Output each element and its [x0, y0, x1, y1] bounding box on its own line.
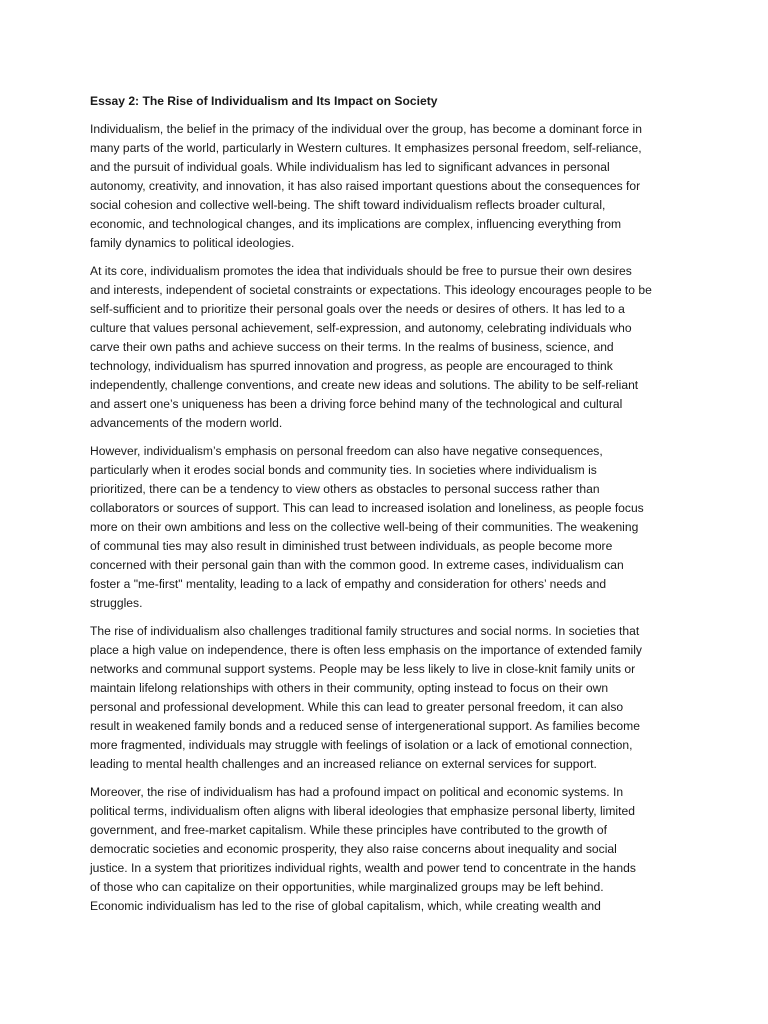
- paragraph-line: maintain lifelong relationships with others in their community, opting instead to focus on their own: [90, 681, 609, 695]
- paragraph-line: economic, and technological changes, and its implications are complex, influencing everything from: [90, 217, 622, 231]
- paragraph-line: more on their own ambitions and less on the collective well-being of their communities. The weakening: [90, 520, 639, 534]
- paragraph-line: result in weakened family bonds and a reduced sense of intergenerational support. As families become: [90, 719, 640, 733]
- paragraph-line: prioritized, there can be a tendency to view others as obstacles to personal success rather than: [90, 482, 600, 496]
- paragraph-line: Economic individualism has led to the rise of global capitalism, which, while creating wealth and: [90, 899, 601, 913]
- paragraph-line: Individualism, the belief in the primacy of the individual over the group, has become a dominant force in: [90, 122, 642, 136]
- paragraph-line: democratic societies and economic prosperity, they also raise concerns about inequality and social: [90, 842, 617, 856]
- essay-paragraph: [90, 442, 688, 613]
- paragraph-line: leading to mental health challenges and an increased reliance on external services for support.: [90, 757, 597, 771]
- essay-paragraph: [90, 622, 688, 774]
- paragraph-line: networks and communal support systems. People may be less likely to live in close-knit family units or: [90, 662, 636, 676]
- paragraph-line: of those who can capitalize on their opportunities, while marginalized groups may be left behind.: [90, 880, 604, 894]
- essay-paragraph: [90, 120, 688, 253]
- paragraph-line: struggles.: [90, 596, 143, 610]
- paragraph-line: justice. In a system that prioritizes individual rights, wealth and power tend to concentrate in the hands: [90, 861, 636, 875]
- essay-paragraph: [90, 783, 688, 916]
- paragraph-line: collaborators or sources of support. This can lead to increased isolation and loneliness, as people focus: [90, 501, 644, 515]
- paragraph-line: place a high value on independence, there is often less emphasis on the importance of extended family: [90, 643, 642, 657]
- paragraph-line: government, and free-market capitalism. While these principles have contributed to the growth of: [90, 823, 607, 837]
- paragraph-line: independently, challenge conventions, and create new ideas and solutions. The ability to be self-reliant: [90, 378, 639, 392]
- paragraph-line: social cohesion and collective well-being. The shift toward individualism reflects broader cultural,: [90, 198, 606, 212]
- essay-title: Essay 2: The Rise of Individualism and Its Impact on Society: [90, 94, 438, 108]
- paragraph-line: and interests, independent of societal constraints or expectations. This ideology encourages people to be: [90, 283, 652, 297]
- paragraph-line: Moreover, the rise of individualism has had a profound impact on political and economic systems. In: [90, 785, 624, 799]
- paragraph-line: concerned with their personal gain than with the common good. In extreme cases, individualism can: [90, 558, 624, 572]
- paragraph-line: At its core, individualism promotes the idea that individuals should be free to pursue their own desires: [90, 264, 632, 278]
- paragraph-line: culture that values personal achievement, self-expression, and autonomy, celebrating individuals who: [90, 321, 632, 335]
- paragraph-line: family dynamics to political ideologies.: [90, 236, 295, 250]
- paragraph-line: particularly when it erodes social bonds and community ties. In societies where individualism is: [90, 463, 597, 477]
- paragraph-line: many parts of the world, particularly in Western cultures. It emphasizes personal freedom, self-reliance,: [90, 141, 642, 155]
- paragraph-line: The rise of individualism also challenges traditional family structures and social norms. In societies that: [90, 624, 640, 638]
- paragraph-line: more fragmented, individuals may struggle with feelings of isolation or a lack of emotional connection,: [90, 738, 633, 752]
- paragraph-line: and the pursuit of individual goals. While individualism has led to significant advances in personal: [90, 160, 610, 174]
- paragraph-line: personal and professional development. While this can lead to greater personal freedom, it can also: [90, 700, 624, 714]
- essay-body: [90, 120, 688, 916]
- paragraph-line: political terms, individualism often aligns with liberal ideologies that emphasize personal liberty, limited: [90, 804, 635, 818]
- document-page: [90, 92, 688, 925]
- paragraph-line: However, individualism’s emphasis on personal freedom can also have negative consequences,: [90, 444, 603, 458]
- essay-paragraph: [90, 262, 688, 433]
- paragraph-line: of communal ties may also result in diminished trust between individuals, as people become more: [90, 539, 613, 553]
- paragraph-line: and assert one’s uniqueness has been a driving force behind many of the technological and cultural: [90, 397, 623, 411]
- paragraph-line: advancements of the modern world.: [90, 416, 283, 430]
- paragraph-line: technology, individualism has spurred innovation and progress, as people are encouraged to think: [90, 359, 613, 373]
- paragraph-line: foster a "me-first" mentality, leading to a lack of empathy and consideration for others’ needs and: [90, 577, 607, 591]
- paragraph-line: self-sufficient and to prioritize their personal goals over the needs or desires of others. It has led to a: [90, 302, 625, 316]
- paragraph-line: autonomy, creativity, and innovation, it has also raised important questions about the consequences for: [90, 179, 641, 193]
- paragraph-line: carve their own paths and achieve success on their terms. In the realms of business, science, and: [90, 340, 614, 354]
